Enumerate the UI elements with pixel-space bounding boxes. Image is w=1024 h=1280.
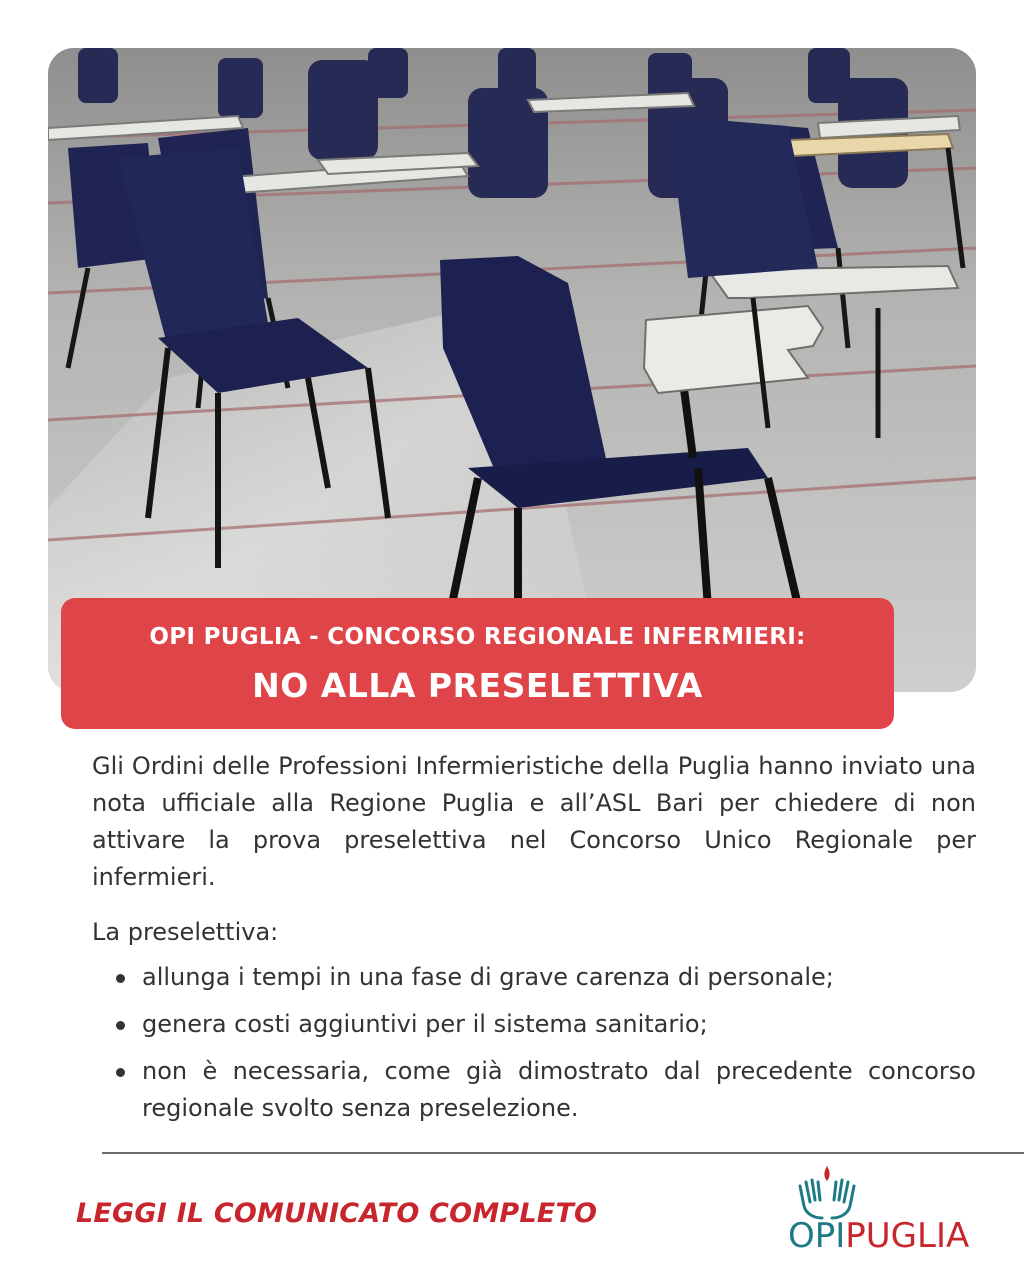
list-item [92, 1053, 976, 1127]
hands-flame-icon [794, 1164, 860, 1222]
list-item-text: allunga i tempi in una fase di grave carenza di personale; [142, 963, 834, 991]
intro-paragraph: Gli Ordini delle Professioni Infermieristiche della Puglia hanno inviato una nota ufficiale alla Regione Puglia e all’ASL Bari per chiedere di non attivare la prova preselettiva nel Concorso Unico Regionale per infermieri. [92, 752, 976, 891]
divider [102, 1152, 1024, 1154]
list-item [92, 959, 976, 996]
list-item [92, 1006, 976, 1043]
article-body [92, 748, 976, 1137]
title-banner [61, 598, 894, 729]
list-item-text: non è necessaria, come già dimostrato dal precedente concorso regionale svolto senza preselezione. [142, 1057, 976, 1122]
list-item-text: genera costi aggiuntivi per il sistema sanitario; [142, 1010, 708, 1038]
bullet-icon [116, 974, 125, 983]
read-full-statement-link[interactable]: LEGGI IL COMUNICATO COMPLETO [76, 1198, 598, 1229]
list-lead: La preselettiva: [92, 918, 279, 946]
logo-word-puglia: PUGLIA [845, 1216, 970, 1256]
reasons-list [92, 959, 976, 1127]
logo-wordmark [788, 1216, 969, 1256]
exam-hall-image [48, 48, 976, 692]
opi-puglia-logo [788, 1160, 1002, 1260]
banner-subtitle: OPI PUGLIA - CONCORSO REGIONALE INFERMIERI: [149, 624, 806, 650]
logo-word-opi: OPI [788, 1216, 846, 1256]
bullet-icon [116, 1021, 125, 1030]
hero-photo [48, 48, 976, 692]
banner-title: NO ALLA PRESELETTIVA [252, 666, 703, 705]
bullet-icon [116, 1068, 125, 1077]
